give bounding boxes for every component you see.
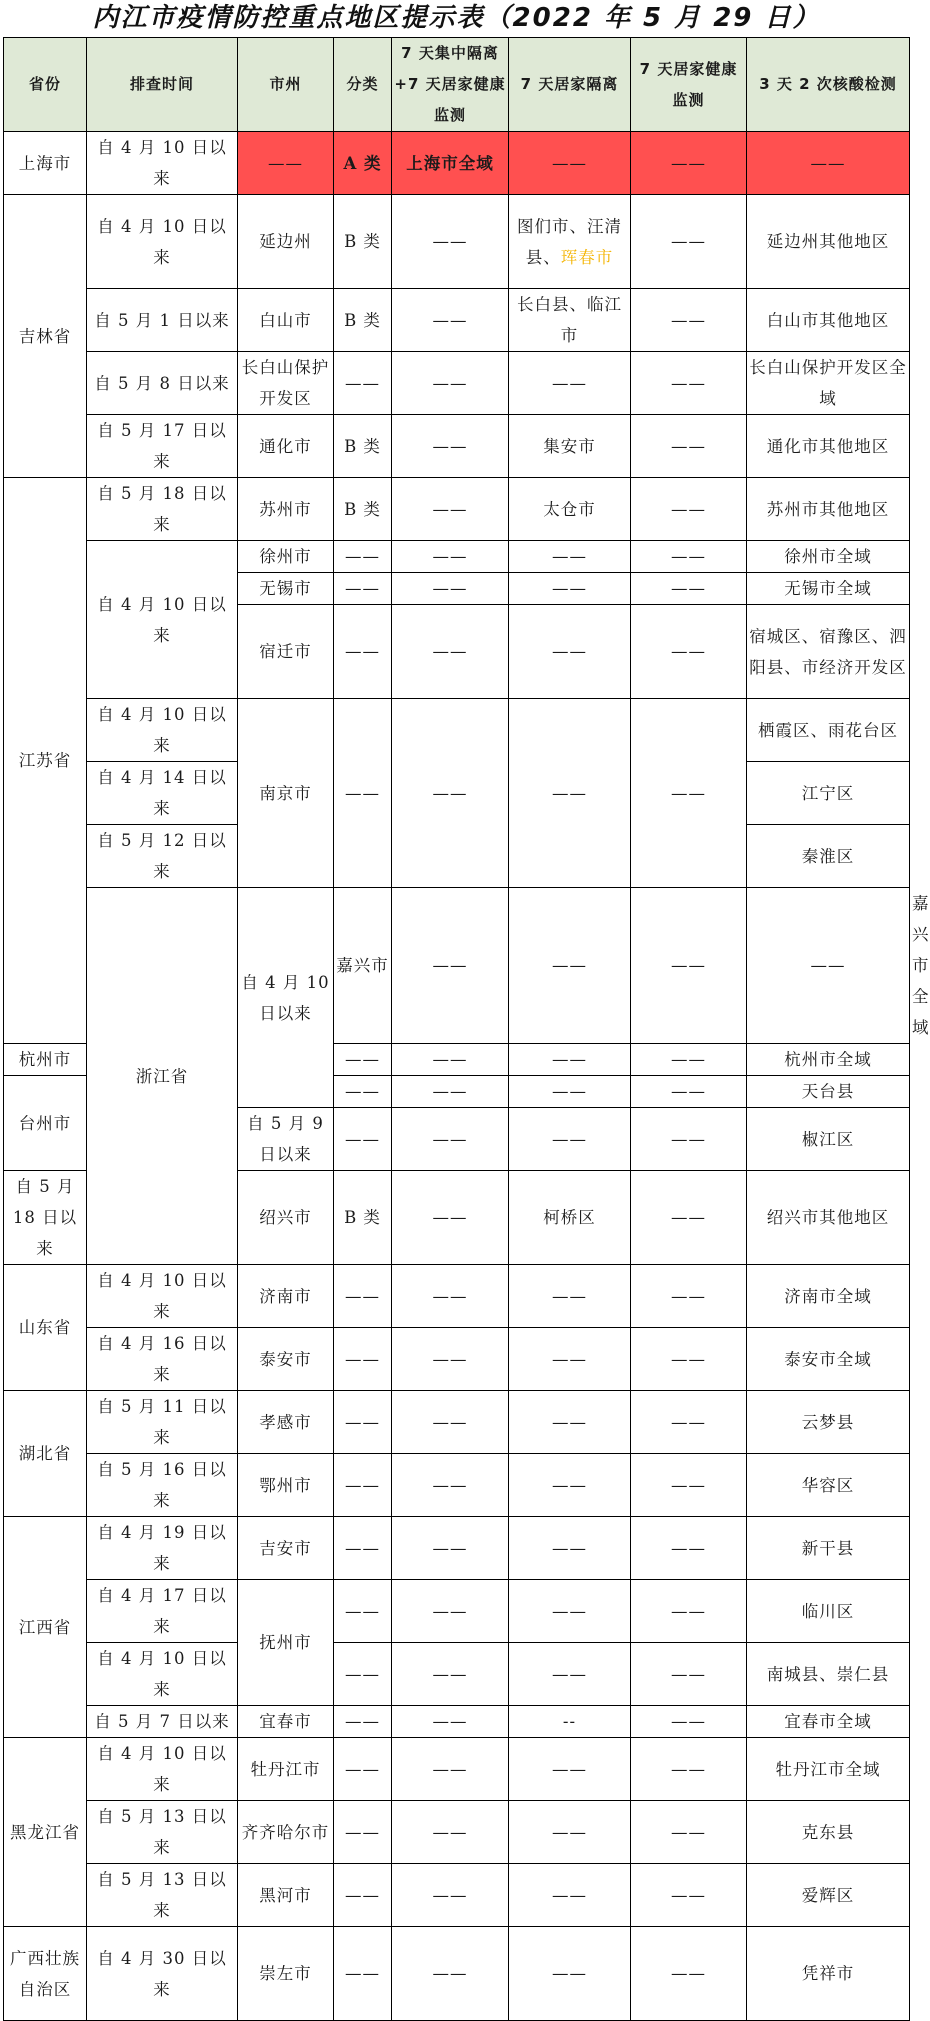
monitor-cell: —— [631, 478, 747, 541]
nucleic-cell: 椒江区 [747, 1108, 910, 1171]
class-cell: B 类 [334, 415, 392, 478]
city-cell: 宿迁市 [238, 605, 334, 699]
city-cell: 抚州市 [238, 1580, 334, 1706]
monitor-cell: —— [631, 1391, 747, 1454]
class-cell: —— [334, 1044, 392, 1076]
central-cell: —— [392, 1454, 509, 1517]
time-cell: 自 4 月 10 日以来 [238, 888, 334, 1108]
time-cell: 自 4 月 19 日以来 [87, 1517, 238, 1580]
monitor-cell: —— [631, 132, 747, 195]
class-cell: —— [334, 699, 392, 888]
table-row [4, 1801, 910, 1864]
city-cell: 无锡市 [238, 573, 334, 605]
central-cell: —— [392, 1927, 509, 2021]
nucleic-cell: 宜春市全域 [747, 1706, 910, 1738]
time-cell: 自 5 月 18 日以来 [4, 1171, 87, 1265]
home-cell: 长白县、临江市 [509, 289, 631, 352]
time-cell: 自 4 月 10 日以来 [87, 132, 238, 195]
header-class: 分类 [334, 38, 392, 132]
central-cell: —— [392, 1108, 509, 1171]
class-cell: —— [334, 352, 392, 415]
province-cell: 黑龙江省 [4, 1738, 87, 1927]
table-row [4, 352, 910, 415]
table-row [4, 1580, 910, 1643]
nucleic-cell: 云梦县 [747, 1391, 910, 1454]
nucleic-cell: 华容区 [747, 1454, 910, 1517]
central-cell: —— [392, 1580, 509, 1643]
home-cell: —— [509, 1643, 631, 1706]
table-row [4, 541, 910, 573]
home-cell: —— [509, 132, 631, 195]
city-cell: —— [238, 132, 334, 195]
class-cell: —— [334, 541, 392, 573]
nucleic-cell: 宿城区、宿豫区、泗阳县、市经济开发区 [747, 605, 910, 699]
nucleic-cell: 栖霞区、雨花台区 [747, 699, 910, 762]
monitor-cell: —— [631, 605, 747, 699]
table-row [4, 195, 910, 289]
nucleic-cell: 凭祥市 [747, 1927, 910, 2021]
central-cell: —— [392, 352, 509, 415]
home-cell: —— [509, 1454, 631, 1517]
table-row [4, 1328, 910, 1391]
city-cell: 孝感市 [238, 1391, 334, 1454]
home-cell: —— [509, 1328, 631, 1391]
home-cell: —— [509, 1391, 631, 1454]
table-row [4, 478, 910, 541]
home-cell: —— [509, 1108, 631, 1171]
time-cell: 自 5 月 7 日以来 [87, 1706, 238, 1738]
central-cell: —— [392, 1706, 509, 1738]
monitor-cell: —— [631, 1108, 747, 1171]
home-text-highlighted: 珲春市 [560, 247, 614, 267]
city-cell: 嘉兴市 [334, 888, 392, 1044]
province-cell: 浙江省 [87, 888, 238, 1265]
city-cell: 崇左市 [238, 1927, 334, 2021]
home-cell [509, 195, 631, 289]
time-cell: 自 4 月 17 日以来 [87, 1580, 238, 1643]
monitor-cell: —— [631, 1265, 747, 1328]
class-cell: —— [334, 1076, 392, 1108]
time-cell: 自 4 月 16 日以来 [87, 1328, 238, 1391]
table-row [4, 1391, 910, 1454]
table-row [4, 1643, 910, 1706]
time-cell: 自 4 月 10 日以来 [87, 1265, 238, 1328]
monitor-cell: —— [631, 289, 747, 352]
time-cell: 自 4 月 14 日以来 [87, 762, 238, 825]
header-row [4, 38, 910, 132]
province-cell: 湖北省 [4, 1391, 87, 1517]
monitor-cell: —— [631, 1706, 747, 1738]
city-cell: 长白山保护开发区 [238, 352, 334, 415]
home-cell: 太仓市 [509, 478, 631, 541]
table-row [4, 132, 910, 195]
home-cell: —— [509, 352, 631, 415]
class-cell: —— [334, 1864, 392, 1927]
central-cell: —— [392, 605, 509, 699]
home-cell: —— [509, 1580, 631, 1643]
nucleic-cell: 苏州市其他地区 [747, 478, 910, 541]
time-cell: 自 5 月 12 日以来 [87, 825, 238, 888]
class-cell: —— [334, 1454, 392, 1517]
time-cell: 自 4 月 10 日以来 [87, 1738, 238, 1801]
central-cell: —— [392, 573, 509, 605]
nucleic-cell: 克东县 [747, 1801, 910, 1864]
home-cell: —— [509, 1265, 631, 1328]
home-cell: 集安市 [509, 415, 631, 478]
table-row [4, 1864, 910, 1927]
time-cell: 自 4 月 10 日以来 [87, 1643, 238, 1706]
city-cell: 宜春市 [238, 1706, 334, 1738]
central-cell: —— [392, 1738, 509, 1801]
header-nucleic-test: 3 天 2 次核酸检测 [747, 38, 910, 132]
monitor-cell: —— [631, 1454, 747, 1517]
table-row [4, 289, 910, 352]
central-cell: —— [392, 1801, 509, 1864]
central-cell: —— [392, 541, 509, 573]
home-text: 图们市、汪清县、 [517, 216, 622, 267]
nucleic-cell: 杭州市全域 [747, 1044, 910, 1076]
central-cell: —— [509, 888, 631, 1044]
monitor-cell: —— [631, 1643, 747, 1706]
table-row [4, 1706, 910, 1738]
central-cell: —— [392, 699, 509, 888]
class-cell: B 类 [334, 195, 392, 289]
table-row [4, 699, 910, 762]
nucleic-cell: 徐州市全域 [747, 541, 910, 573]
header-home-isolation: 7 天居家隔离 [509, 38, 631, 132]
central-cell: —— [392, 415, 509, 478]
province-cell: 江苏省 [4, 478, 87, 1044]
monitor-cell: —— [631, 1864, 747, 1927]
class-cell: B 类 [334, 1171, 392, 1265]
nucleic-cell: 临川区 [747, 1580, 910, 1643]
time-cell: 自 5 月 16 日以来 [87, 1454, 238, 1517]
class-cell: —— [334, 1643, 392, 1706]
home-cell: -- [509, 1706, 631, 1738]
monitor-cell: —— [631, 699, 747, 888]
class-cell: —— [334, 1738, 392, 1801]
nucleic-cell: 绍兴市其他地区 [747, 1171, 910, 1265]
monitor-cell: —— [747, 888, 910, 1044]
city-cell: 绍兴市 [238, 1171, 334, 1265]
table-row: 浙江省 自 4 月 10 日以来 嘉兴市 —— —— —— —— 嘉兴市全域 [4, 888, 910, 1044]
nucleic-cell: 牡丹江市全域 [747, 1738, 910, 1801]
time-cell: 自 5 月 18 日以来 [87, 478, 238, 541]
province-cell: 江西省 [4, 1517, 87, 1738]
nucleic-cell: 江宁区 [747, 762, 910, 825]
time-cell: 自 4 月 10 日以来 [87, 195, 238, 289]
home-cell: —— [509, 605, 631, 699]
monitor-cell: —— [631, 1076, 747, 1108]
central-cell: —— [392, 1171, 509, 1265]
nucleic-cell: 无锡市全域 [747, 573, 910, 605]
province-cell: 吉林省 [4, 195, 87, 478]
central-cell: —— [392, 195, 509, 289]
city-cell: 延边州 [238, 195, 334, 289]
central-cell: —— [392, 478, 509, 541]
header-home-monitoring: 7 天居家健康监测 [631, 38, 747, 132]
home-cell: —— [509, 1076, 631, 1108]
city-cell: 齐齐哈尔市 [238, 1801, 334, 1864]
time-cell: 自 5 月 13 日以来 [87, 1801, 238, 1864]
home-cell: —— [509, 573, 631, 605]
nucleic-cell: 泰安市全域 [747, 1328, 910, 1391]
class-cell: —— [334, 1927, 392, 2021]
class-cell: —— [334, 1108, 392, 1171]
class-cell: —— [334, 1517, 392, 1580]
table-row [4, 1927, 910, 2021]
city-cell: 鄂州市 [238, 1454, 334, 1517]
class-cell: A 类 [334, 132, 392, 195]
table-row [4, 415, 910, 478]
central-cell: —— [392, 1643, 509, 1706]
city-cell: 吉安市 [238, 1517, 334, 1580]
central-cell: —— [392, 1328, 509, 1391]
class-cell: —— [334, 605, 392, 699]
city-cell: 徐州市 [238, 541, 334, 573]
time-cell: 自 5 月 13 日以来 [87, 1864, 238, 1927]
time-cell: 自 5 月 11 日以来 [87, 1391, 238, 1454]
monitor-cell: —— [631, 1927, 747, 2021]
province-cell: 上海市 [4, 132, 87, 195]
home-cell: —— [509, 1927, 631, 2021]
nucleic-cell: 爱辉区 [747, 1864, 910, 1927]
table-row [4, 1738, 910, 1801]
key-areas-table [3, 37, 930, 2021]
class-cell: —— [334, 1580, 392, 1643]
time-cell: 自 5 月 1 日以来 [87, 289, 238, 352]
home-cell: —— [509, 541, 631, 573]
monitor-cell: —— [631, 1801, 747, 1864]
city-cell: 通化市 [238, 415, 334, 478]
class-cell: B 类 [334, 289, 392, 352]
home-cell: —— [509, 1517, 631, 1580]
central-cell: 上海市全域 [392, 132, 509, 195]
home-cell: —— [509, 1801, 631, 1864]
monitor-cell: —— [631, 541, 747, 573]
header-city: 市州 [238, 38, 334, 132]
city-cell: 台州市 [4, 1076, 87, 1171]
nucleic-cell: 长白山保护开发区全域 [747, 352, 910, 415]
header-central-isolation: 7 天集中隔离+7 天居家健康监测 [392, 38, 509, 132]
monitor-cell: —— [631, 352, 747, 415]
home-cell: —— [509, 699, 631, 888]
class-cell: —— [334, 1706, 392, 1738]
central-cell: —— [392, 1864, 509, 1927]
header-time: 排查时间 [87, 38, 238, 132]
city-cell: 泰安市 [238, 1328, 334, 1391]
nucleic-cell: 秦淮区 [747, 825, 910, 888]
class-cell: —— [334, 573, 392, 605]
time-cell: 自 5 月 17 日以来 [87, 415, 238, 478]
central-cell: —— [392, 289, 509, 352]
monitor-cell: —— [631, 195, 747, 289]
home-cell: —— [631, 888, 747, 1044]
table-row [4, 1265, 910, 1328]
city-cell: 南京市 [238, 699, 334, 888]
city-cell: 苏州市 [238, 478, 334, 541]
nucleic-cell: 通化市其他地区 [747, 415, 910, 478]
table-row [4, 1454, 910, 1517]
class-cell: —— [334, 1391, 392, 1454]
class-cell: —— [392, 888, 509, 1044]
home-cell: —— [509, 1738, 631, 1801]
time-cell: 自 4 月 30 日以来 [87, 1927, 238, 2021]
nucleic-cell: 新干县 [747, 1517, 910, 1580]
monitor-cell: —— [631, 1044, 747, 1076]
city-cell: 济南市 [238, 1265, 334, 1328]
nucleic-cell: 南城县、崇仁县 [747, 1643, 910, 1706]
monitor-cell: —— [631, 1738, 747, 1801]
time-cell: 自 5 月 9 日以来 [238, 1108, 334, 1171]
city-cell: 黑河市 [238, 1864, 334, 1927]
page-title: 内江市疫情防控重点地区提示表（2022 年 5 月 29 日） [92, 3, 821, 33]
monitor-cell: —— [631, 1171, 747, 1265]
monitor-cell: —— [631, 1580, 747, 1643]
class-cell: —— [334, 1801, 392, 1864]
class-cell: —— [334, 1328, 392, 1391]
nucleic-cell: 济南市全域 [747, 1265, 910, 1328]
province-cell: 广西壮族自治区 [4, 1927, 87, 2021]
table-row [4, 1517, 910, 1580]
time-cell: 自 4 月 10 日以来 [87, 541, 238, 699]
header-province: 省份 [4, 38, 87, 132]
monitor-cell: —— [631, 1517, 747, 1580]
nucleic-cell: —— [747, 132, 910, 195]
nucleic-cell: 天台县 [747, 1076, 910, 1108]
central-cell: —— [392, 1076, 509, 1108]
central-cell: —— [392, 1044, 509, 1076]
central-cell: —— [392, 1265, 509, 1328]
nucleic-cell: 白山市其他地区 [747, 289, 910, 352]
monitor-cell: —— [631, 573, 747, 605]
class-cell: —— [334, 1265, 392, 1328]
monitor-cell: —— [631, 1328, 747, 1391]
home-cell: —— [509, 1864, 631, 1927]
monitor-cell: —— [631, 415, 747, 478]
home-cell: —— [509, 1044, 631, 1076]
central-cell: —— [392, 1391, 509, 1454]
city-cell: 白山市 [238, 289, 334, 352]
central-cell: —— [392, 1517, 509, 1580]
city-cell: 牡丹江市 [238, 1738, 334, 1801]
nucleic-cell: 延边州其他地区 [747, 195, 910, 289]
time-cell: 自 5 月 8 日以来 [87, 352, 238, 415]
city-cell: 杭州市 [4, 1044, 87, 1076]
province-cell: 山东省 [4, 1265, 87, 1391]
time-cell: 自 4 月 10 日以来 [87, 699, 238, 762]
home-cell: 柯桥区 [509, 1171, 631, 1265]
class-cell: B 类 [334, 478, 392, 541]
